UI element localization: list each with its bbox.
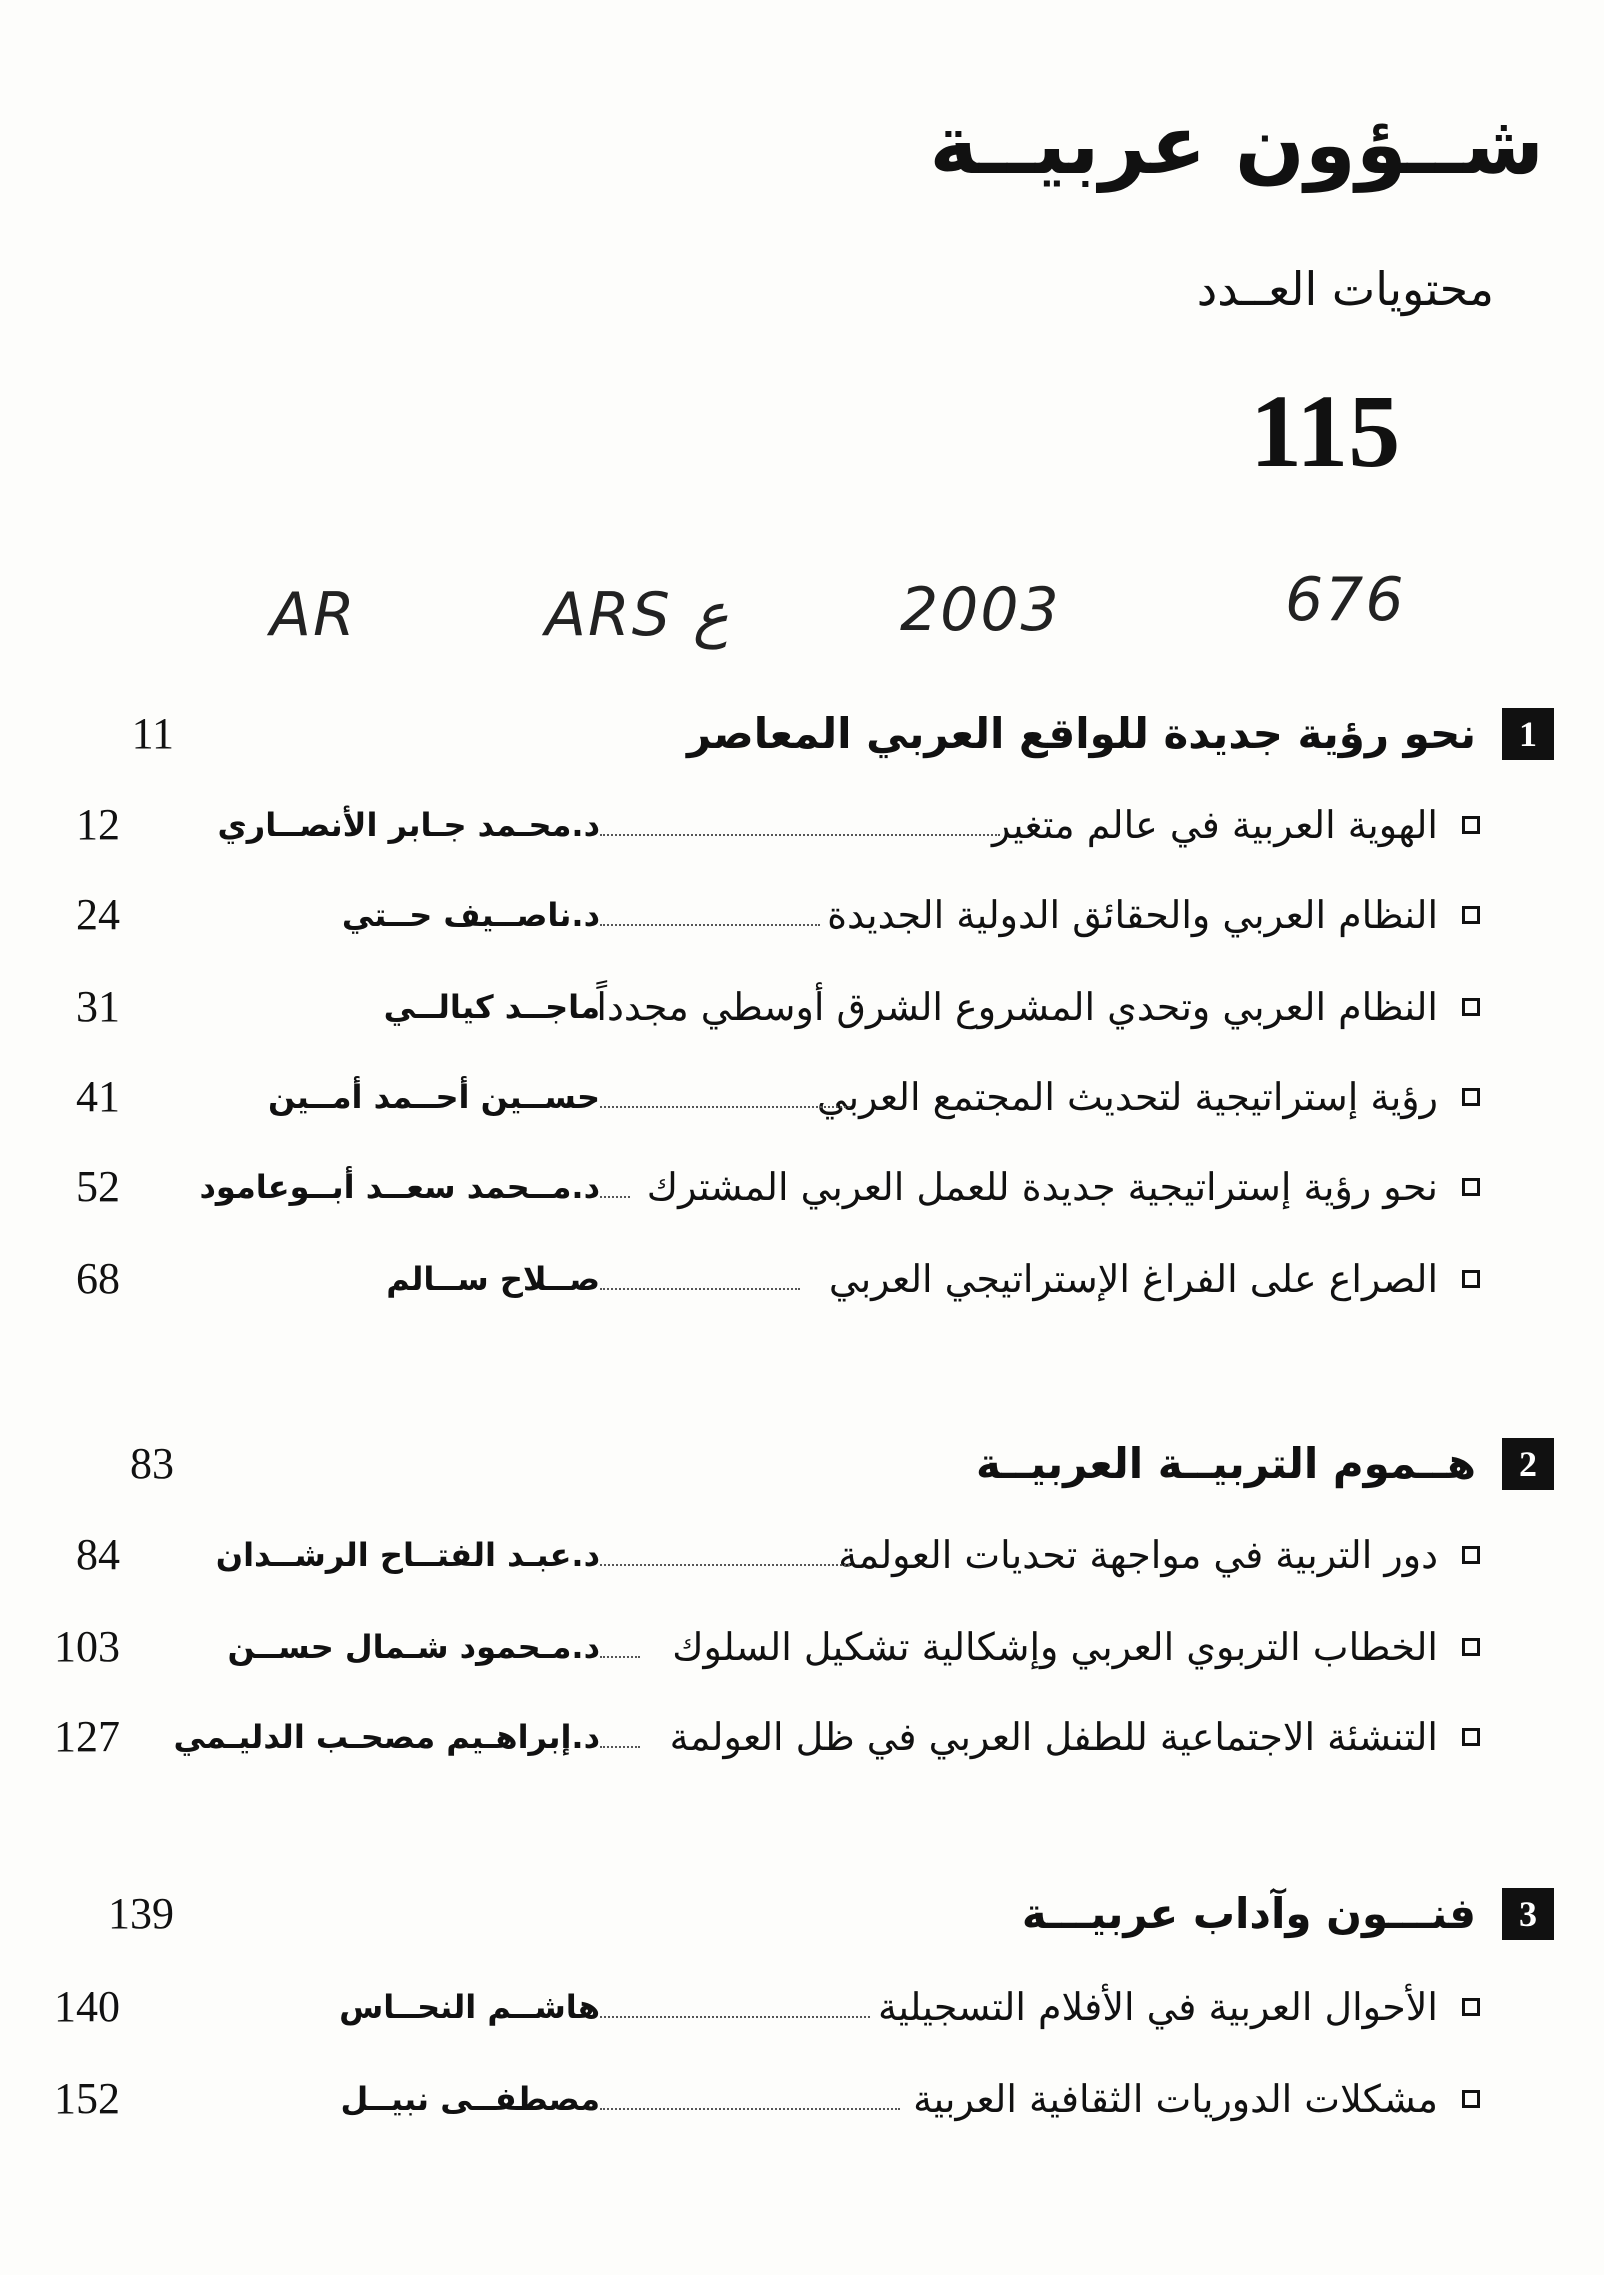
toc-entry[interactable] — [30, 1972, 1480, 2042]
section-page-number: 11 — [131, 709, 174, 758]
checkbox-bullet-icon — [1462, 1178, 1480, 1196]
toc-entry[interactable] — [30, 1520, 1480, 1590]
section-header — [54, 700, 1554, 770]
toc-entry[interactable] — [30, 1062, 1480, 1132]
section-title: فنـــون وآداب عربيـــة — [1021, 1889, 1476, 1938]
entry-title: التنشئة الاجتماعية للطفل العربي في ظل العولمة — [669, 1715, 1438, 1759]
handwritten-note: 676 — [1285, 565, 1406, 635]
checkbox-bullet-icon — [1462, 816, 1480, 834]
dotted-leader — [600, 1564, 850, 1566]
entry-author: مصطفــى نبيــل — [340, 2080, 600, 2118]
dotted-leader — [600, 1106, 850, 1108]
entry-page-number: 84 — [76, 1530, 120, 1579]
entry-page-number: 68 — [76, 1254, 120, 1303]
toc-entry[interactable] — [30, 1244, 1480, 1314]
checkbox-bullet-icon — [1462, 1638, 1480, 1656]
entry-author: ماجــد كيالــي — [383, 988, 600, 1026]
toc-entry[interactable] — [30, 1152, 1480, 1222]
checkbox-bullet-icon — [1462, 1998, 1480, 2016]
entry-page-number: 12 — [76, 800, 120, 849]
issue-number: 115 — [1250, 374, 1401, 489]
dotted-leader — [600, 1288, 800, 1290]
section-page-number: 139 — [108, 1889, 174, 1938]
entry-author: د.إبراهـيم مصحـب الدليـمي — [173, 1718, 600, 1756]
section-title: نحو رؤية جديدة للواقع العربي المعاصر — [687, 709, 1476, 758]
checkbox-bullet-icon — [1462, 906, 1480, 924]
toc-entry[interactable] — [30, 972, 1480, 1042]
entry-author: د.محـمد جـابر الأنصــاري — [217, 806, 600, 844]
entry-author: د.مـحمود شـمال حســن — [227, 1628, 600, 1666]
handwritten-note: 2003 — [900, 575, 1061, 645]
entry-author: صــلاح ســالم — [386, 1260, 600, 1298]
journal-title: شــؤون عربيــة — [929, 98, 1544, 193]
checkbox-bullet-icon — [1462, 1546, 1480, 1564]
handwritten-note: ARS ع — [545, 580, 729, 650]
dotted-leader — [600, 2108, 900, 2110]
toc-entry[interactable] — [30, 880, 1480, 950]
entry-author: د.ناصــيف حــتي — [341, 896, 600, 934]
entry-page-number: 152 — [54, 2074, 120, 2123]
entry-page-number: 103 — [54, 1622, 120, 1671]
entry-title: النظام العربي والحقائق الدولية الجديدة — [827, 893, 1438, 937]
handwritten-note: AR — [270, 580, 357, 650]
toc-entry[interactable] — [30, 2064, 1480, 2134]
entry-title: الأحوال العربية في الأفلام التسجيلية — [877, 1985, 1438, 2029]
checkbox-bullet-icon — [1462, 998, 1480, 1016]
entry-title: رؤية إستراتيجية لتحديث المجتمع العربي — [816, 1075, 1438, 1119]
checkbox-bullet-icon — [1462, 1728, 1480, 1746]
entry-page-number: 140 — [54, 1982, 120, 2031]
entry-page-number: 127 — [54, 1712, 120, 1761]
section-header — [54, 1430, 1554, 1500]
dotted-leader — [600, 1746, 640, 1748]
entry-title: النظام العربي وتحدي المشروع الشرق أوسطي مجدداً — [596, 985, 1438, 1029]
dotted-leader — [600, 834, 1000, 836]
dotted-leader — [600, 2016, 870, 2018]
entry-title: مشكلات الدوريات الثقافية العربية — [913, 2077, 1438, 2121]
entry-title: الصراع على الفراغ الإستراتيجي العربي — [828, 1257, 1438, 1301]
section-number-badge: 1 — [1502, 708, 1554, 760]
dotted-leader — [600, 924, 820, 926]
entry-title: دور التربية في مواجهة تحديات العولمة — [838, 1533, 1438, 1577]
entry-page-number: 41 — [76, 1072, 120, 1121]
dotted-leader — [600, 1656, 640, 1658]
entry-author: حســين أحــمد أمــين — [268, 1078, 600, 1116]
toc-entry[interactable] — [30, 1612, 1480, 1682]
entry-title: نحو رؤية إستراتيجية جديدة للعمل العربي المشترك — [646, 1165, 1438, 1209]
checkbox-bullet-icon — [1462, 2090, 1480, 2108]
entry-title: الهوية العربية في عالم متغير — [992, 803, 1438, 847]
section-number-badge: 3 — [1502, 1888, 1554, 1940]
entry-page-number: 31 — [76, 982, 120, 1031]
entry-author: د.مــحمد سعــد أبــوعامود — [199, 1168, 600, 1206]
section-title: هــموم التربيــة العربيــة — [976, 1439, 1476, 1488]
entry-title: الخطاب التربوي العربي وإشكالية تشكيل السلوك — [672, 1625, 1438, 1669]
section-page-number: 83 — [130, 1439, 174, 1488]
section-number-badge: 2 — [1502, 1438, 1554, 1490]
entry-author: هاشــم النحــاس — [339, 1988, 600, 2026]
toc-entry[interactable] — [30, 790, 1480, 860]
section-header — [54, 1880, 1554, 1950]
checkbox-bullet-icon — [1462, 1088, 1480, 1106]
dotted-leader — [600, 1196, 630, 1198]
checkbox-bullet-icon — [1462, 1270, 1480, 1288]
toc-entry[interactable] — [30, 1702, 1480, 1772]
entry-page-number: 52 — [76, 1162, 120, 1211]
entry-page-number: 24 — [76, 890, 120, 939]
entry-author: د.عبـد الفتــاح الرشــدان — [215, 1536, 600, 1574]
issue-label: محتويات العــدد — [1196, 262, 1494, 316]
